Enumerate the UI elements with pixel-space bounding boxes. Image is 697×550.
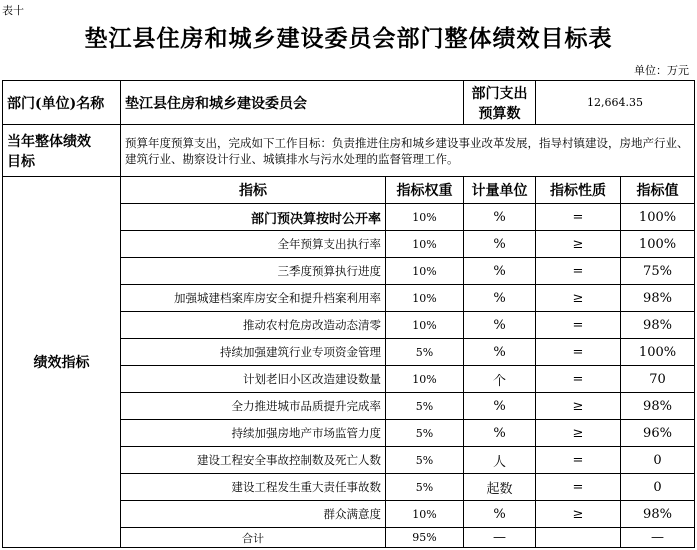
total-value: — xyxy=(621,528,695,548)
indicator-name: 部门预决算按时公开率 xyxy=(121,204,386,231)
indicator-nature: = xyxy=(536,204,621,231)
indicator-nature: = xyxy=(536,447,621,474)
indicator-name: 建设工程安全事故控制数及死亡人数 xyxy=(121,447,386,474)
col-unit: 计量单位 xyxy=(464,177,536,204)
indicator-unit: % xyxy=(464,258,536,285)
dept-name-label: 部门(单位)名称 xyxy=(3,81,121,125)
indicator-unit: % xyxy=(464,285,536,312)
indicator-value: 96% xyxy=(621,420,695,447)
dept-name: 垫江县住房和城乡建设委员会 xyxy=(121,81,464,125)
goal-label-line1: 当年整体绩效 xyxy=(7,133,91,150)
indicator-name: 三季度预算执行进度 xyxy=(121,258,386,285)
column-header-row xyxy=(3,177,695,204)
indicator-name: 计划老旧小区改造建设数量 xyxy=(121,366,386,393)
col-indicator: 指标 xyxy=(121,177,386,204)
indicator-name: 全年预算支出执行率 xyxy=(121,231,386,258)
indicator-nature: ≥ xyxy=(536,285,621,312)
col-nature: 指标性质 xyxy=(536,177,621,204)
table-label: 表十 xyxy=(2,4,24,17)
indicator-weight: 10% xyxy=(386,258,464,285)
indicator-name: 持续加强建筑行业专项资金管理 xyxy=(121,339,386,366)
unit-note: 单位：万元 xyxy=(634,64,689,77)
col-weight: 指标权重 xyxy=(386,177,464,204)
total-nature xyxy=(536,528,621,548)
goal-row xyxy=(3,125,695,177)
indicator-nature: ≥ xyxy=(536,420,621,447)
indicator-nature: = xyxy=(536,366,621,393)
budget-value: 12,664.35 xyxy=(536,81,695,125)
indicator-nature: = xyxy=(536,474,621,501)
budget-label xyxy=(464,81,536,125)
indicator-unit: % xyxy=(464,312,536,339)
indicator-unit: % xyxy=(464,393,536,420)
indicator-nature: = xyxy=(536,312,621,339)
indicator-nature: = xyxy=(536,258,621,285)
dept-row xyxy=(3,81,695,125)
indicator-name: 建设工程发生重大责任事故数 xyxy=(121,474,386,501)
indicator-value: 98% xyxy=(621,393,695,420)
total-weight: 95% xyxy=(386,528,464,548)
col-value: 指标值 xyxy=(621,177,695,204)
indicator-name: 群众满意度 xyxy=(121,501,386,528)
indicator-unit: % xyxy=(464,204,536,231)
indicator-weight: 5% xyxy=(386,420,464,447)
indicator-value: 0 xyxy=(621,447,695,474)
perf-label: 绩效指标 xyxy=(3,177,121,548)
goal-label xyxy=(3,125,121,177)
indicator-nature: ≥ xyxy=(536,231,621,258)
total-label: 合计 xyxy=(121,528,386,548)
budget-label-line1: 部门支出 xyxy=(471,85,528,102)
indicator-unit: % xyxy=(464,501,536,528)
indicator-unit: % xyxy=(464,231,536,258)
indicator-unit: % xyxy=(464,339,536,366)
total-unit: — xyxy=(464,528,536,548)
indicator-unit: 个 xyxy=(464,366,536,393)
indicator-value: 100% xyxy=(621,204,695,231)
indicator-weight: 10% xyxy=(386,501,464,528)
goal-text: 预算年度预算支出，完成如下工作目标：负责推进住房和城乡建设事业改革发展，指导村镇建设，房地产行业、建筑行业、勘察设计行业、城镇排水与污水处理的监督管理工作。 xyxy=(121,125,695,177)
indicator-nature: = xyxy=(536,339,621,366)
indicator-unit: % xyxy=(464,420,536,447)
indicator-unit: 人 xyxy=(464,447,536,474)
indicator-weight: 10% xyxy=(386,285,464,312)
indicator-weight: 5% xyxy=(386,474,464,501)
indicator-value: 98% xyxy=(621,501,695,528)
indicator-name: 全力推进城市品质提升完成率 xyxy=(121,393,386,420)
indicator-weight: 10% xyxy=(386,312,464,339)
performance-table xyxy=(2,80,695,548)
budget-label-line2: 预算数 xyxy=(478,105,521,122)
indicator-weight: 10% xyxy=(386,231,464,258)
indicator-weight: 10% xyxy=(386,366,464,393)
indicator-weight: 5% xyxy=(386,447,464,474)
page-title: 垫江县住房和城乡建设委员会部门整体绩效目标表 xyxy=(84,25,613,52)
indicator-unit: 起数 xyxy=(464,474,536,501)
indicator-value: 98% xyxy=(621,285,695,312)
indicator-value: 98% xyxy=(621,312,695,339)
indicator-name: 加强城建档案库房安全和提升档案利用率 xyxy=(121,285,386,312)
indicator-nature: ≥ xyxy=(536,501,621,528)
indicator-name: 推动农村危房改造动态清零 xyxy=(121,312,386,339)
indicator-weight: 5% xyxy=(386,339,464,366)
indicator-value: 100% xyxy=(621,231,695,258)
indicator-value: 70 xyxy=(621,366,695,393)
indicator-value: 75% xyxy=(621,258,695,285)
indicator-weight: 10% xyxy=(386,204,464,231)
indicator-value: 0 xyxy=(621,474,695,501)
indicator-value: 100% xyxy=(621,339,695,366)
goal-label-line2: 目标 xyxy=(7,153,35,170)
indicator-weight: 5% xyxy=(386,393,464,420)
indicator-name: 持续加强房地产市场监管力度 xyxy=(121,420,386,447)
indicator-nature: ≥ xyxy=(536,393,621,420)
